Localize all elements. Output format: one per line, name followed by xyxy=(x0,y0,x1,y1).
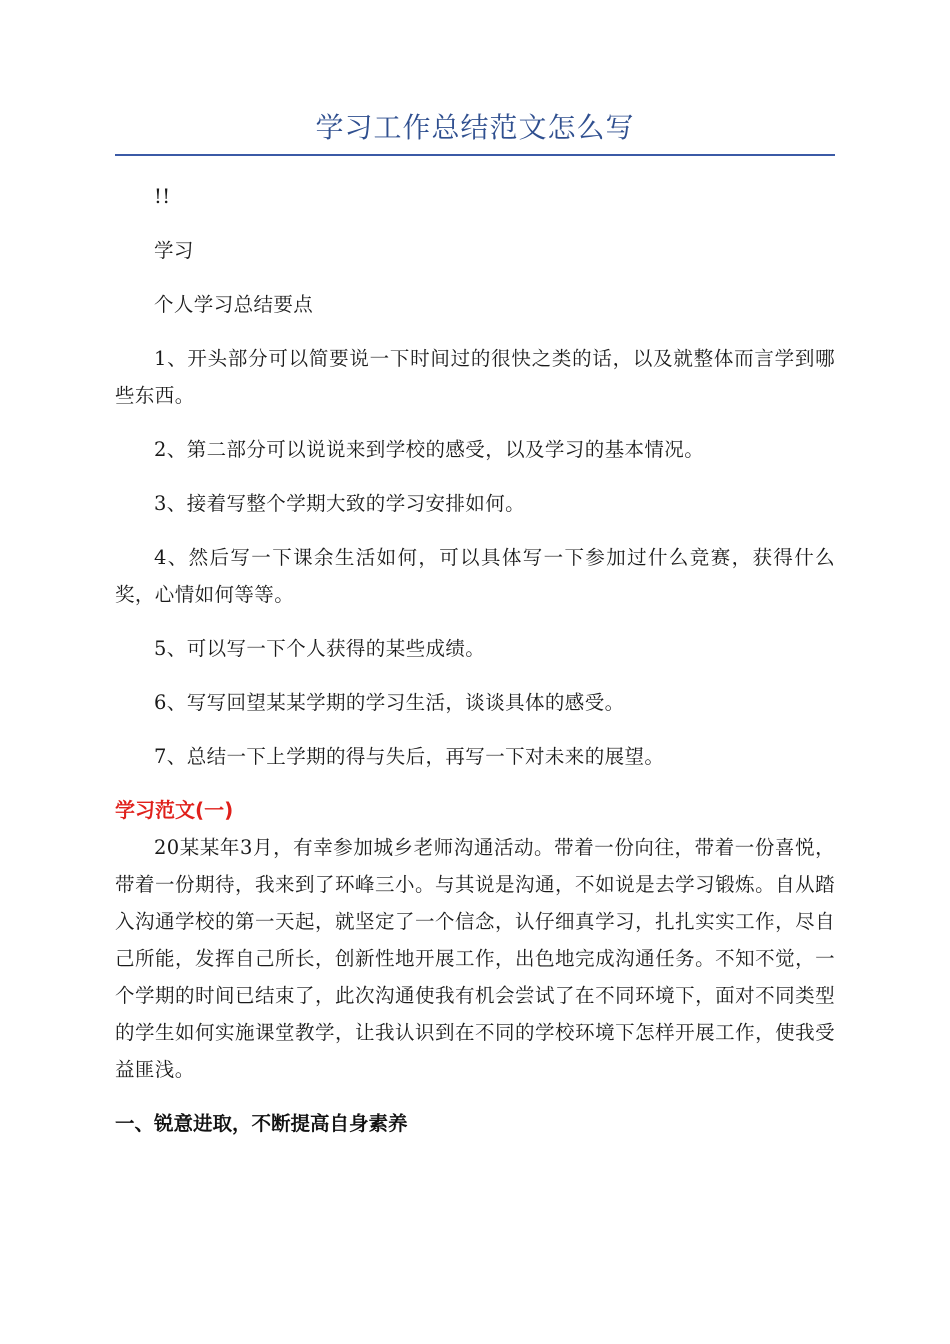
paragraph-gap xyxy=(115,323,835,340)
paragraph-gap xyxy=(115,215,835,232)
point-5: 5、可以写一下个人获得的某些成绩。 xyxy=(154,637,486,660)
paragraph-gap xyxy=(115,721,835,738)
point-3: 3、接着写整个学期大致的学习安排如何。 xyxy=(154,492,526,515)
sample-paragraph: 20某某年3月，有幸参加城乡老师沟通活动。带着一份向往，带着一份喜悦，带着一份期待，我来到了环峰三小。与其说是沟通，不如说是去学习锻炼。自从踏入沟通学校的第一天起，就坚定了一个信念，认仔细真学习，扎扎实实工作，尽自己所能，发挥自己所长，创新性地开展工作，出色地完成沟通任务。不知不觉，一个学期的时间已结束了，此次沟通使我有机会尝试了在不同环境下，面对不同类型的学生如何实施课堂教学，让我认识到在不同的学校环境下怎样开展工作，使我受益匪浅。 xyxy=(115,836,835,1081)
subheading-1: 一、锐意进取，不断提高自身素养 xyxy=(115,1112,408,1135)
sample-heading: 学习范文(一) xyxy=(115,798,234,822)
paragraph-gap xyxy=(115,522,835,539)
title-underline xyxy=(115,154,835,156)
paragraph-gap xyxy=(115,613,835,630)
paragraph-gap xyxy=(115,269,835,286)
point-2: 2、第二部分可以说说来到学校的感受，以及学习的基本情况。 xyxy=(154,438,705,461)
paragraph-gap xyxy=(115,468,835,485)
intro-line-3: 个人学习总结要点 xyxy=(154,293,314,316)
paragraph-gap xyxy=(115,667,835,684)
point-7: 7、总结一下上学期的得与失后，再写一下对未来的展望。 xyxy=(154,745,665,768)
intro-line-2: 学习 xyxy=(154,239,194,262)
document-body xyxy=(115,178,835,1142)
point-6: 6、写写回望某某学期的学习生活，谈谈具体的感受。 xyxy=(154,691,625,714)
paragraph-gap xyxy=(115,1088,835,1105)
intro-line-1: !! xyxy=(154,185,171,208)
point-1: 1、开头部分可以简要说一下时间过的很快之类的话，以及就整体而言学到哪些东西。 xyxy=(115,347,835,407)
paragraph-gap xyxy=(115,775,835,792)
paragraph-gap xyxy=(115,414,835,431)
point-4: 4、然后写一下课余生活如何，可以具体写一下参加过什么竞赛，获得什么奖，心情如何等等。 xyxy=(115,546,835,606)
document-title: 学习工作总结范文怎么写 xyxy=(315,111,635,144)
